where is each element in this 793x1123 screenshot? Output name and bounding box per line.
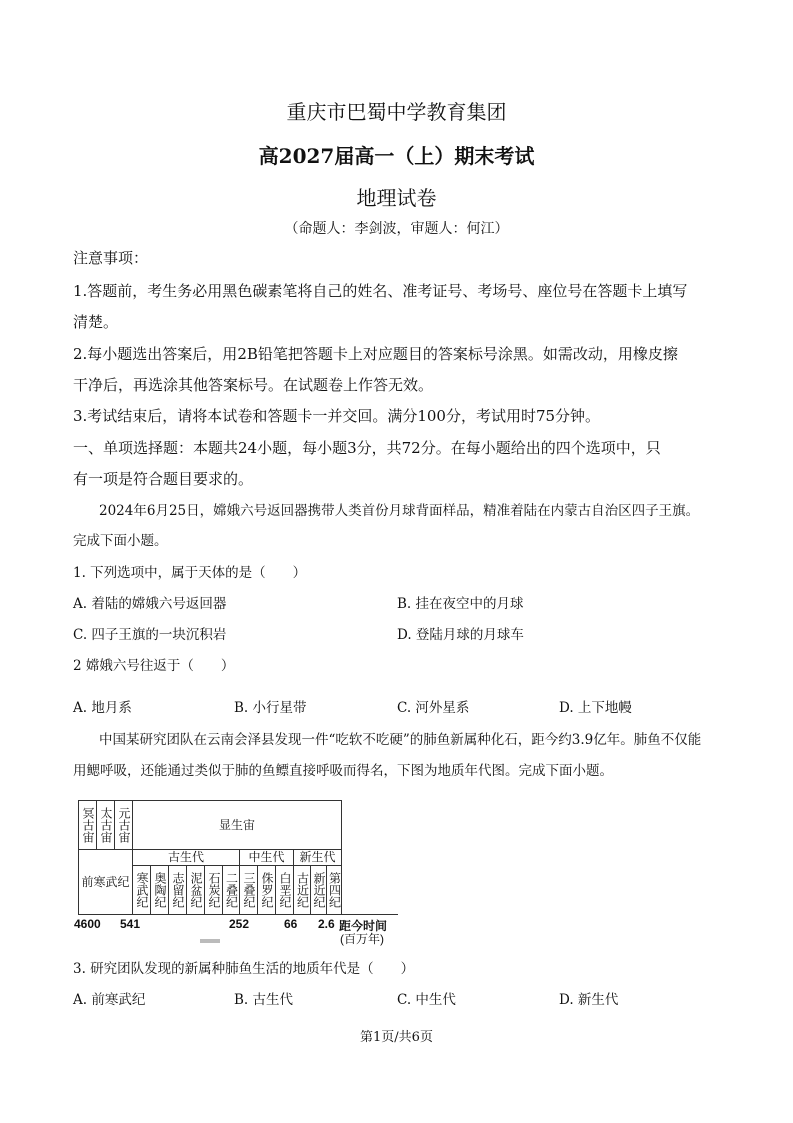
period-cretaceous: 白垩纪: [275, 865, 294, 915]
question-3-option-a: A. 前寒武纪: [73, 992, 146, 1008]
school-title: 重庆市巴蜀中学教育集团: [286, 100, 507, 124]
question-3-option-c: C. 中生代: [397, 992, 456, 1008]
question-2-option-a: A. 地月系: [73, 700, 132, 716]
time-axis: [78, 914, 398, 915]
era-paleozoic: 古生代: [132, 849, 240, 866]
axis-label: 距今时间: [339, 919, 388, 933]
period-cambrian: 寒武纪: [132, 865, 151, 915]
question-1-option-a: A. 着陆的嫦娥六号返回器: [73, 596, 227, 612]
question-2-option-d: D. 上下地幔: [559, 700, 632, 716]
passage-1-cont: 完成下面小题。: [73, 533, 168, 549]
section-heading-cont: 有一项是符合题目要求的。: [73, 470, 254, 488]
era-cenozoic: 新生代: [293, 849, 342, 866]
question-2-option-c: C. 河外星系: [397, 700, 470, 716]
eon-hadean: 冥古宙: [78, 800, 97, 850]
period-ordovician: 奥陶纪: [150, 865, 169, 915]
period-jurassic: 侏罗纪: [257, 865, 276, 915]
era-mesozoic: 中生代: [239, 849, 294, 866]
geologic-time-chart: [74, 800, 404, 945]
eon-proterozoic: 元古宙: [114, 800, 133, 850]
authors: （命题人：李剑波，审题人：何江）: [284, 221, 509, 237]
notice-item-2: 2.每小题选出答案后，用2B铅笔把答题卡上对应题目的答案标号涂黑。如需改动，用橡皮擦: [73, 345, 678, 363]
question-1-option-b: B. 挂在夜空中的月球: [397, 596, 524, 612]
period-silurian: 志留纪: [168, 865, 187, 915]
axis-unit: (百万年): [340, 932, 384, 946]
question-1-option-c: C. 四子王旗的一块沉积岩: [73, 627, 227, 643]
question-3-option-d: D. 新生代: [559, 992, 619, 1008]
question-3-option-b: B. 古生代: [234, 992, 294, 1008]
subject-title: 地理试卷: [356, 186, 437, 210]
tick-2-6: 2.6: [318, 917, 335, 931]
section-heading: 一、单项选择题：本题共24小题，每小题3分，共72分。在每小题给出的四个选项中，只: [73, 439, 661, 457]
notice-item-3: 3.考试结束后，请将本试卷和答题卡一并交回。满分100分，考试用时75分钟。: [73, 407, 601, 425]
tick-541: 541: [120, 917, 141, 931]
tick-66: 66: [284, 917, 298, 931]
notice-title: 注意事项：: [73, 249, 149, 267]
question-2-stem: 2 嫦娥六号往返于（ ）: [73, 658, 235, 674]
tick-252: 252: [229, 917, 250, 931]
period-paleogene: 古近纪: [293, 865, 311, 915]
question-1-option-d: D. 登陆月球的月球车: [397, 627, 524, 643]
tick-4600: 4600: [74, 917, 101, 931]
eon-archean: 太古宙: [96, 800, 115, 850]
exam-title: 高2027届高一（上）期末考试: [258, 144, 535, 168]
notice-item-1-cont: 清楚。: [73, 313, 119, 331]
scan-mark: [200, 939, 220, 943]
notice-item-2-cont: 干净后，再选涂其他答案标号。在试题卷上作答无效。: [73, 376, 434, 394]
question-3-stem: 3. 研究团队发现的新属种肺鱼生活的地质年代是（ ）: [73, 961, 415, 977]
period-permian: 二叠纪: [222, 865, 240, 915]
period-quaternary: 第四纪: [326, 865, 342, 915]
period-neogene: 新近纪: [310, 865, 327, 915]
question-2-option-b: B. 小行星带: [234, 700, 307, 716]
period-carboniferous: 石炭纪: [204, 865, 223, 915]
notice-item-1: 1.答题前，考生务必用黑色碳素笔将自己的姓名、准考证号、考场号、座位号在答题卡上填写: [73, 282, 688, 300]
precambrian: 前寒武纪: [78, 849, 133, 915]
period-devonian: 泥盆纪: [186, 865, 205, 915]
passage-1: 2024年6月25日，嫦娥六号返回器携带人类首份月球背面样品，精准着陆在内蒙古自治区四子王旗。: [99, 503, 700, 519]
passage-2: 中国某研究团队在云南会泽县发现一件“吃软不吃硬”的肺鱼新属种化石，距今约3.9亿年。肺鱼不仅能: [99, 732, 702, 748]
period-triassic: 三叠纪: [239, 865, 258, 915]
passage-2-cont: 用鳃呼吸，还能通过类似于肺的鱼鳔直接呼吸而得名，下图为地质年代图。完成下面小题。: [73, 763, 613, 779]
question-1-stem: 1. 下列选项中，属于天体的是（ ）: [73, 565, 307, 581]
eon-phanerozoic: 显生宙: [132, 800, 342, 850]
page-number: 第1页/共6页: [360, 1030, 433, 1045]
